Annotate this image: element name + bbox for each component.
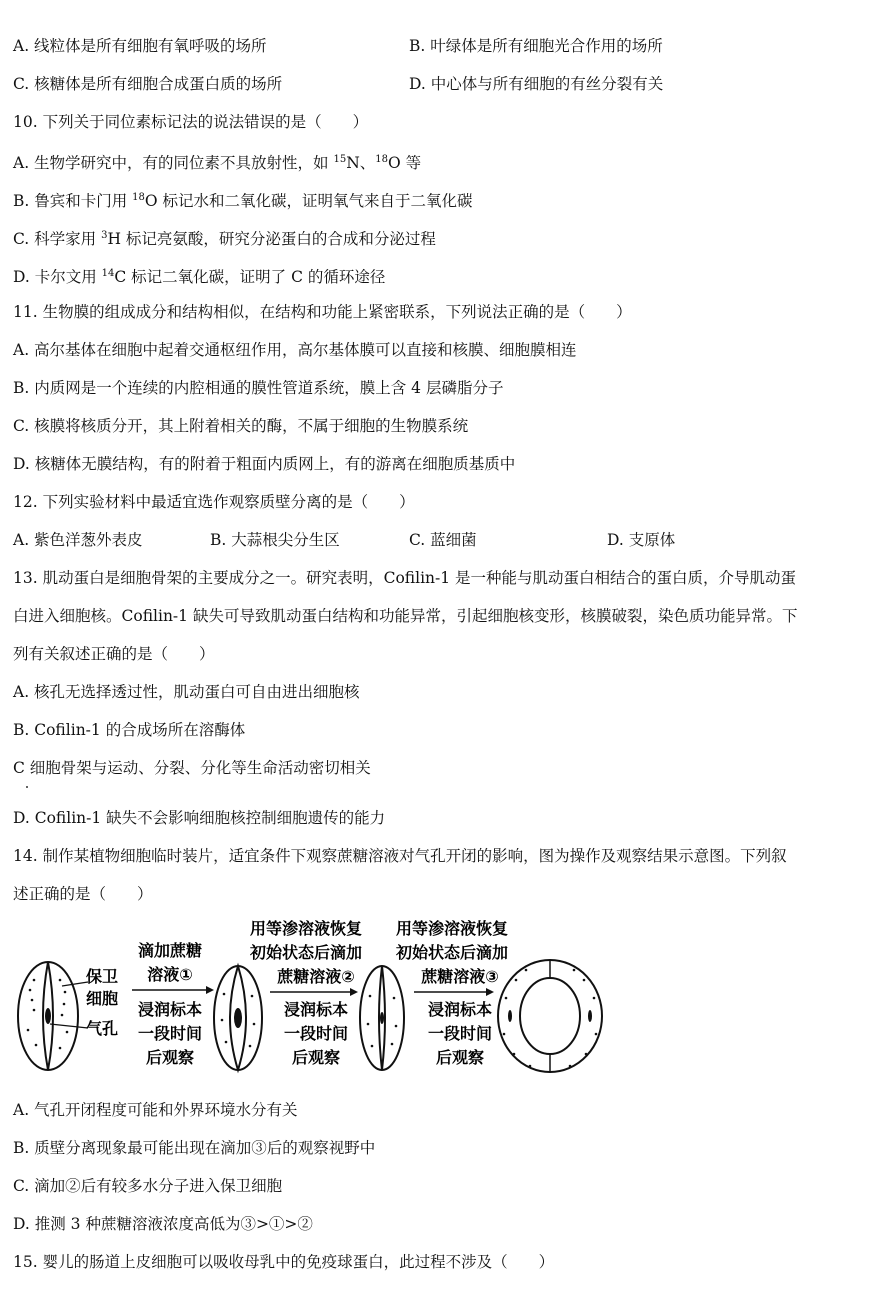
q10-c-text: C. 科学家用 (13, 230, 102, 248)
q13-option-d: D. Cofilin-1 缺失不会影响细胞核控制细胞遗传的能力 (13, 809, 386, 827)
label-stoma: 气孔 (86, 1019, 119, 1038)
q10-d-post: C 标记二氧化碳，证明了 C 的循环途径 (114, 268, 386, 286)
stomata-figure (10, 920, 610, 1080)
q14-option-c: C. 滴加②后有较多水分子进入保卫细胞 (13, 1177, 283, 1195)
step3-line1: 用等渗溶液恢复 (395, 920, 509, 938)
q10-a-mid: N、 (346, 154, 376, 172)
q12-stem: 12. 下列实验材料中最适宜选作观察质壁分离的是（ ） (13, 493, 415, 511)
q9-option-a: A. 线粒体是所有细胞有氧呼吸的场所 (13, 37, 267, 55)
q10-d-text: D. 卡尔文用 (13, 268, 102, 286)
q14-stem-line1: 14. 制作某植物细胞临时装片，适宜条件下观察蔗糖溶液对气孔开闭的影响，图为操作及观察结果示意图。下列叙 (13, 847, 787, 865)
q10-b-post: O 标记水和二氧化碳，证明氧气来自于二氧化碳 (144, 192, 473, 210)
step2-line2: 初始状态后滴加 (249, 943, 363, 962)
q13-option-a: A. 核孔无选择透过性，肌动蛋白可自由进出细胞核 (13, 683, 360, 701)
q10-a-post: O 等 (388, 154, 422, 172)
q13-stem-line1: 13. 肌动蛋白是细胞骨架的主要成分之一。研究表明，Cofilin-1 是一种能与肌动蛋白相结合的蛋白质，介导肌动蛋 (13, 569, 797, 587)
leader-line-guard (62, 982, 88, 986)
q11-option-a: A. 高尔基体在细胞中起着交通枢纽作用，高尔基体膜可以直接和核膜、细胞膜相连 (13, 341, 577, 359)
label-guard-cell-1: 保卫 (86, 967, 119, 986)
guard-cell-pair-after-1 (214, 966, 262, 1070)
q10-c-sup: 3 (101, 230, 108, 241)
arrow-step1 (132, 986, 214, 994)
q10-option-a (13, 150, 421, 173)
q10-a-sup2: 18 (375, 154, 389, 165)
label-guard-cell-2: 细胞 (86, 989, 119, 1008)
leader-line-pore (50, 1024, 88, 1028)
step3-line5: 一段时间 (427, 1024, 493, 1043)
step1-line3: 浸润标本 (137, 1000, 203, 1019)
q11-option-b: B. 内质网是一个连续的内腔相通的膜性管道系统，膜上含 4 层磷脂分子 (13, 379, 504, 397)
guard-cell-pair-initial (18, 962, 88, 1070)
q12-option-d: D. 支原体 (607, 531, 676, 549)
q12-option-c: C. 蓝细菌 (409, 531, 477, 549)
q13-option-b: B. Cofilin-1 的合成场所在溶酶体 (13, 721, 246, 739)
step1-line1: 滴加蔗糖 (137, 941, 203, 960)
q10-b-text: B. 鲁宾和卡门用 (13, 192, 133, 210)
stray-dot (26, 786, 28, 788)
step2-line5: 一段时间 (283, 1024, 349, 1043)
q15-stem: 15. 婴儿的肠道上皮细胞可以吸收母乳中的免疫球蛋白，此过程不涉及（ ） (13, 1253, 555, 1271)
q12-option-b: B. 大蒜根尖分生区 (210, 531, 340, 549)
q10-option-c (13, 226, 436, 249)
step3-line3: 蔗糖溶液③ (421, 967, 499, 986)
q10-d-sup: 14 (101, 268, 115, 279)
arrow-step2 (270, 988, 358, 996)
q12-option-a: A. 紫色洋葱外表皮 (13, 531, 143, 549)
q10-option-b (13, 188, 473, 211)
q11-option-d: D. 核糖体无膜结构，有的附着于粗面内质网上，有的游离在细胞质基质中 (13, 455, 516, 473)
q13-stem-line2: 白进入细胞核。Cofilin-1 缺失可导致肌动蛋白结构和功能异常，引起细胞核变形，核膜破裂，染色质功能异常。下 (13, 607, 798, 625)
q10-option-d (13, 264, 385, 287)
step3-line4: 浸润标本 (427, 1000, 493, 1019)
q9-option-d: D. 中心体与所有细胞的有丝分裂有关 (409, 75, 664, 93)
q14-stem-line2: 述正确的是（ ） (13, 885, 153, 903)
step3-line6: 后观察 (435, 1048, 485, 1067)
q14-option-a: A. 气孔开闭程度可能和外界环境水分有关 (13, 1101, 298, 1119)
step1-line4: 一段时间 (137, 1024, 203, 1043)
q14-option-d: D. 推测 3 种蔗糖溶液浓度高低为③>①>② (13, 1215, 313, 1233)
q10-b-sup: 18 (132, 192, 145, 203)
q13-stem-line3: 列有关叙述正确的是（ ） (13, 645, 215, 663)
q9-option-c: C. 核糖体是所有细胞合成蛋白质的场所 (13, 75, 283, 93)
step2-line3: 蔗糖溶液② (277, 967, 355, 986)
guard-cell-pair-after-3 (498, 960, 602, 1072)
q9-option-b: B. 叶绿体是所有细胞光合作用的场所 (409, 37, 663, 55)
step2-line4: 浸润标本 (283, 1000, 349, 1019)
q11-stem: 11. 生物膜的组成成分和结构相似，在结构和功能上紧密联系，下列说法正确的是（ ） (13, 303, 632, 321)
q14-option-b: B. 质壁分离现象最可能出现在滴加③后的观察视野中 (13, 1139, 376, 1157)
q10-a-text: A. 生物学研究中，有的同位素不具放射性，如 (13, 154, 334, 172)
step2-line6: 后观察 (291, 1048, 341, 1067)
arrow-step3 (414, 988, 494, 996)
q10-c-post: H 标记亮氨酸，研究分泌蛋白的合成和分泌过程 (107, 230, 436, 248)
step3-line2: 初始状态后滴加 (395, 943, 509, 962)
q13-option-c: C 细胞骨架与运动、分裂、分化等生命活动密切相关 (13, 759, 371, 777)
q10-stem: 10. 下列关于同位素标记法的说法错误的是（ ） (13, 113, 369, 131)
q11-option-c: C. 核膜将核质分开，其上附着相关的酶，不属于细胞的生物膜系统 (13, 417, 469, 435)
q10-a-sup1: 15 (333, 154, 347, 165)
guard-cell-pair-after-2 (360, 966, 404, 1070)
step2-line1: 用等渗溶液恢复 (249, 920, 363, 938)
step1-line5: 后观察 (145, 1048, 195, 1067)
step1-line2: 溶液① (147, 965, 193, 984)
